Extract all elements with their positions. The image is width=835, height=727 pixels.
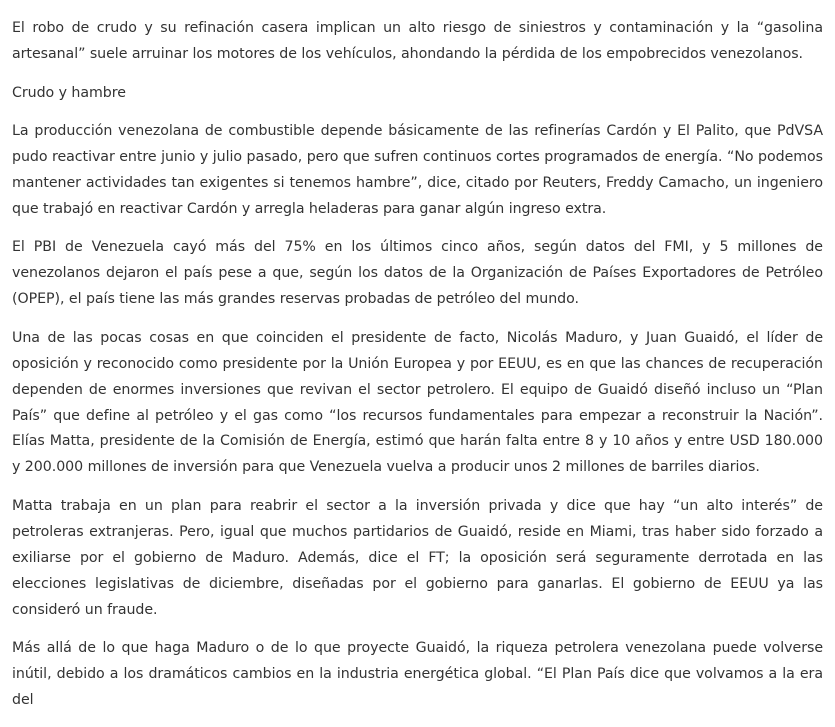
paragraph-gdp: El PBI de Venezuela cayó más del 75% en los últimos cinco años, según datos del FMI, y 5 millones de venezolanos dejaron el país pese a que, según los datos de la Organización de Países Exportadores de Petróleo (OPEP), el país tiene las más grandes reservas probadas de petróleo del mundo. [12, 239, 823, 308]
article-body [12, 16, 823, 727]
paragraph-maduro-guaido: Una de las pocas cosas en que coinciden el presidente de facto, Nicolás Maduro, y Juan Guaidó, el líder de oposición y reconocido como presidente por la Unión Europea y por EEUU, es en que las chances de recuperación dependen de enormes inversiones que revivan el sector petrolero. El equipo de Guaidó diseñó incluso un “Plan País” que define al petróleo y el gas como “los recursos fundamentales para empezar a reconstruir la Nación”. Elías Matta, presidente de la Comisión de Energía, estimó que harán falta entre 8 y 10 años y entre USD 180.000 y 200.000 millones de inversión para que Venezuela vuelva a producir unos 2 millones de barriles diarios. [12, 329, 823, 476]
section-subheading: Crudo y hambre [12, 84, 126, 101]
paragraph-intro: El robo de crudo y su refinación casera implican un alto riesgo de siniestros y contaminación y la “gasolina artesanal” suele arruinar los motores de los vehículos, ahondando la pérdida de los empobrecidos venezolanos. [12, 20, 823, 62]
paragraph-future: Más allá de lo que haga Maduro o de lo que proyecte Guaidó, la riqueza petrolera venezolana puede volverse inútil, debido a los dramáticos cambios en la industria energética global. “El Plan País dice que volvamos a la era del [12, 640, 823, 708]
paragraph-refineries: La producción venezolana de combustible depende básicamente de las refinerías Cardón y El Palito, que PdVSA pudo reactivar entre junio y julio pasado, pero que sufren continuos cortes programados de energía. “No podemos mantener actividades tan exigentes si tenemos hambre”, dice, citado por Reuters, Freddy Camacho, un ingeniero que trabajó en reactivar Cardón y arregla heladeras para ganar algún ingreso extra. [12, 123, 823, 217]
paragraph-matta: Matta trabaja en un plan para reabrir el sector a la inversión privada y dice que hay “un alto interés” de petroleras extranjeras. Pero, igual que muchos partidarios de Guaidó, reside en Miami, tras haber sido forzado a exiliarse por el gobierno de Maduro. Además, dice el FT; la oposición será seguramente derrotada en las elecciones legislativas de diciembre, diseñadas por el gobierno para ganarlas. El gobierno de EEUU ya las consideró un fraude. [12, 497, 823, 618]
